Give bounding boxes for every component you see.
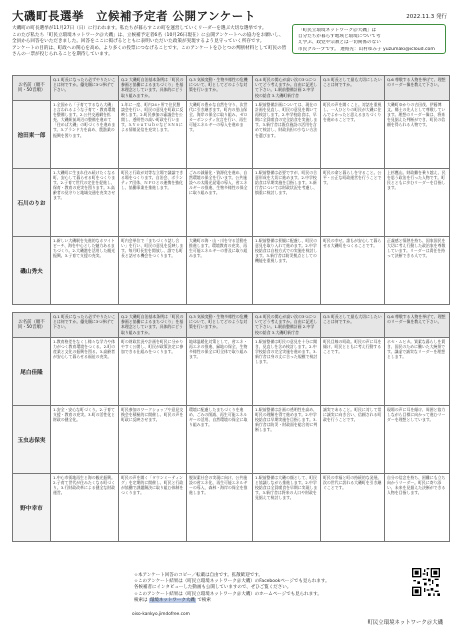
candidate-answer: 1.駅前整備は町民の意見を十分に聞き、見直しを含め検討します。2.中学校給食の完全実施を進めます。3.新庁舎は身の丈に合った規模で検討します。 <box>253 338 321 406</box>
footer-note: ☆本アンケート回答のコピー／転載は自由です。拡散歓迎です。 <box>134 573 263 578</box>
intro-paragraph: このたび私たち「町民立環境ネットワーク＠大磯」は、立候補予定者6名（10月26日現在）に公開アンケートへの協力をお願いし、全員から回答をいただきました。回答をここに掲げるとともに表明いただいた政策が実現するよう見守っていく所存です。 <box>12 32 284 45</box>
search-keyword: 環境ネットワーク大磯 <box>149 597 195 603</box>
candidate-answer: 大磯町ゆかりの吉田茂、伊藤博文。郷土の先人として尊敬しています。理想のリーダー像は、将来を見据えた判断ができ、町民の信頼を得られる人物です。 <box>385 101 450 169</box>
candidate-answer: 上杉鷹山。財政難を乗り越え、民を思う政治を行った人物です。町民とともに歩むリーダーを目指します。 <box>385 169 450 237</box>
page-title: 大磯町長選挙 立候補予定者 公開アンケート <box>12 9 256 23</box>
organization-info-box <box>292 24 446 54</box>
org-description-line: 自分たちが暮らす地域と環境について考 <box>298 34 381 40</box>
candidate-answer: 大磯町の豊かな自然を守り、次世代に引き継ぎます。町内の里山保全、海岸の保全に取り組み、ゼロカーボンシティ宣言を行い、再生可能エネルギーの導入を進めます。 <box>187 101 253 169</box>
candidate-answer: 町民目線の町政。町民の声に耳を傾け、町民とともに考え行動することです。 <box>321 338 385 406</box>
org-description-line: 市民グループです。 <box>298 46 339 52</box>
candidate-answer: 1.安全・安心な町づくり。2.子育て支援・教育の充実。3.町の活性化と財政の健全化。 <box>51 406 119 474</box>
candidate-answer: 現場の声に耳を傾け、周囲と協力しながら目標に向かって進むリーダーを理想としています。 <box>385 406 450 474</box>
org-description-line: 「町民立環境ネットワーク＠大磯」は <box>298 28 377 33</box>
candidate-answer: 誠実であること。町民に対して常に誠実に向き合い、信頼される町政を行うことです。 <box>321 406 385 474</box>
candidate-answer: 環境に配慮したまちづくりを進め、ごみの削減、再生可能エネルギーの活用、自然環境の保全に取り組みます。 <box>187 406 253 474</box>
candidate-answer: 1.駅前整備計画については、現在の計画を見直し、町民の意見を聞いて再検討します。2.中学校給食は、早期に全員喫食の完全給食を実施します。3.新庁舎は既存施設の活用を含めて検討し、財政負担の少ない方法を選びます。 <box>253 101 321 169</box>
candidate-answer: 1.年に一度、町内24ヶ所で住民懇談会を行い、町民の意見を町政に反映します。2.町民参加の審議会を公開し、透明性の高い町政を行います。3.ＹｏｕＴｕｂｅなどＳＮＳによる情報発信を充実します。 <box>119 101 187 169</box>
question-header: Q.3 気候変動・生物多様性の危機について、町としてどのような対策を行いますか。 <box>187 76 253 101</box>
candidate-answer: ごみの減量化・資源化を進め、自然環境の保全を行います。公共施設への太陽光発電の導入、省エネルギーの推進、生物多様性の保全に取り組みます。 <box>187 169 253 237</box>
question-header: Q.1 町長になったら必ずやりたいことは何ですか。優先順に3つ挙げて下さい。 <box>51 76 119 101</box>
candidate-answer: 町民の声を聞くこと。対話を重視し、一人ひとりの町民が大磯に住んでよかったと思えるまちづくりを進めることです。 <box>321 101 385 169</box>
candidate-answer: 町民参加のワークショップや意見交換会を積極的に開催し、町民の声を町政に反映させます。 <box>119 406 187 474</box>
candidate-name: 磯山秀夫 <box>13 237 51 305</box>
candidate-answer: 自分の信念を持ち、困難にも立ち向かうリーダー。町民に寄り添い、未来を見据えた決断ができる人物を目指します。 <box>385 474 450 542</box>
question-header: Q.2 大磯町自治基本条例は「町民の参画と協働によるまちづくり」を基本理念としています。具体的にどう取り組みますか。 <box>119 76 187 101</box>
intro-paragraph: 大磯町の町長選挙が11月27日（日）に行われます。私たちが暮らすこの町を運営していくリーダーを選ぶ大切な選挙です。 <box>12 26 267 31</box>
candidate-row <box>13 237 450 305</box>
candidate-name: 尾白佳隆 <box>13 338 51 406</box>
candidate-answer: 町民の声を聞く「タウンミーティング」を定期的に開催し、町民と行政が協働で課題解決に取り組む体制をつくります。 <box>119 474 187 542</box>
qr-code-icon[interactable] <box>412 568 440 596</box>
website-url[interactable]: oiso-kankyo.jimdofree.com <box>132 612 190 617</box>
issue-date: 2022.11.3 発行 <box>406 14 447 20</box>
candidate-answer: 町民の幸福と町の持続的な発展。次の世代に誇れる大磯町を引き継ぐことです。 <box>321 474 385 542</box>
candidate-name: 野中幸市 <box>13 474 51 542</box>
candidate-answer: 町内会単位で「まちづくり話し合い」を行い、町民の意見を反映します。毎月町長室を開放し、誰でも町長と話せる機会をつくります。 <box>119 237 187 305</box>
intro-paragraph: アンケートの目的は、町政への関心を高め、より多くの投票につなげることです。このアンケートをひとつの判断材料として町民の皆さんの一票が投じられることを期待しています。 <box>12 45 287 58</box>
candidate-answer: 1.駅前整備は必要ですが、町民の合意形成を大切に進めます。2.中学校給食は早期実施を目指します。3.新庁舎については財政状況を考慮し、慎重に検討します。 <box>253 169 321 237</box>
org-contact-line <box>298 47 441 53</box>
question-header: Q.2 大磯町自治基本条例は「町民の参画と協働によるまちづくり」を基本理念としています。具体的にどう取り組みますか。 <box>119 313 187 338</box>
question-header: Q.3 気候変動・生物多様性の危機について、町としてどのような対策を行いますか。 <box>187 313 253 338</box>
question-header: Q.5 町長として最も大切にしたいことは何ですか。 <box>321 76 385 101</box>
name-column-header: お名前（順不同・50音順） <box>13 313 51 338</box>
footer-note: 各候補者にインタビューした動画も公開していますので、ぜひご覧ください。 <box>134 585 292 591</box>
candidate-row <box>13 338 450 406</box>
candidate-answer: 正義感と情熱を持ち、国家国民を大切に考え行動した政治家を尊敬しています。リーダーは責任を持って決断できる人です。 <box>385 237 450 305</box>
candidate-answer: 1.教育格差をなくし様々な学力や体力がつく教育環境をつくる。2.町の産業と文化の振興を図る。3.高齢者が安心して暮らせる福祉の充実。 <box>51 338 119 406</box>
contact-name: 連絡先：山村ゆみ子 <box>340 46 382 52</box>
footer-search-hint: 検索は 環境ネットワーク大磯 で検索 <box>134 597 211 603</box>
intro-text <box>12 26 288 59</box>
candidate-answer: 1.中心市街地再生と海の観光振興。2.子育て世代が住みたくなる町づくり。3.行財政改革による健全な財政運営。 <box>51 474 119 542</box>
question-header: Q.6 尊敬する人物を挙げて、理想のリーダー像を教えて下さい。 <box>385 313 450 338</box>
candidate-answer: 大磯町の海・山・川を守る活動を推進します。環境教育の充実、再生可能エネルギーの普及に取り組みます。 <box>187 237 253 305</box>
candidate-row <box>13 101 450 169</box>
candidate-name: 玉虫志保実 <box>13 406 51 474</box>
question-header: Q.4 町民の関心が高い次の3つについてどう考えますか。自由に記述して下さい。1.駅前整備計画 2.中学校の給食 3.大磯町新庁舎 <box>253 76 321 101</box>
footer-note: ☆このアンケート結果は（町民立環境ネットワーク＠大磯）のホームページでも見られます。 <box>134 591 322 597</box>
candidate-answer: 町の財政状況や計画を町民に分かりやすく公開し、町民が政策決定に参加できる仕組みをつくります。 <box>119 338 187 406</box>
candidate-answer: 町民と行政が対等な立場で議論できる場をつくります。自治会、ボランティア団体、ＮＰＯとの連携を強化し、協働事業を推進します。 <box>119 169 187 237</box>
question-header: Q.4 町民の関心が高い次の3つについてどう考えますか。自由に記述して下さい。1.駅前整備計画 2.中学校の給食 3.大磯町新庁舎 <box>253 313 321 338</box>
candidate-answer: 1.駅前整備は景観に配慮し、町民の意見を取り入れて進めます。2.中学校給食は自校方式での実施を検討します。3.新庁舎は防災拠点としての機能を重視します。 <box>253 237 321 305</box>
candidate-answer: 1.大磯町に生まれ住み続けたくなる町、安心して暮らせる町をつくります。2.子育て世代の定住を促進し、保育・教育の充実を図ります。3.高齢者の見守りと地域交通を充実させます。 <box>51 169 119 237</box>
candidate-answer: 1.駅前整備は計画の透明性を高め、町民の理解を得て進めます。2.中学校給食は早期実施を目指します。3.新庁舎は防災・財政面を総合的に判断します。 <box>253 406 321 474</box>
name-column-header: お名前（順不同・50音順） <box>13 76 51 101</box>
candidate-answer: 町民の幸せ。誰もが安心して暮らせる大磯町をつくることです。 <box>321 237 385 305</box>
candidate-row <box>13 169 450 237</box>
candidate-row <box>13 406 450 474</box>
candidate-answer: 1.駅前整備は大磯の顔として、町民と協議しながら推進します。2.中学校給食は全員喫食を早期に実現します。3.新庁舎は将来の人口や財政を見据えて検討します。 <box>253 474 321 542</box>
candidate-row <box>13 474 450 542</box>
survey-table-1 <box>12 75 450 305</box>
candidate-answer: 地球温暖化対策として、省エネ・再エネの推進、緑地の保全、生物多様性の保全に町全体で取り組みます。 <box>187 338 253 406</box>
org-description-line: え学ぶ、政党や宗教とは一切関係のない <box>298 40 381 46</box>
candidate-answer: ホセ・ムヒカ。質素な暮らしを貫き、国民のために働いた大統領です。謙虚で誠実なリーダーを理想とします。 <box>385 338 450 406</box>
candidate-answer: 町民の命と暮らしを守ること。公平・公正な町政運営を行うことです。 <box>321 169 385 237</box>
survey-table-2 <box>12 312 450 542</box>
table-header-row <box>13 313 450 338</box>
question-header: Q.5 町長として最も大切にしたいことは何ですか。 <box>321 313 385 338</box>
candidate-name: 池田東一郎 <box>13 101 51 169</box>
candidate-answer: 脱炭素社会の実現に向け、公共施設の省エネ化、再生可能エネルギーの導入、森林・海岸の保全を推進します。 <box>187 474 253 542</box>
organization-signature: 町民立環境ネットワーク＠大磯 <box>367 620 443 626</box>
question-header: Q.1 町長になったら必ずやりたいことは何ですか。優先順に3つ挙げて下さい。 <box>51 313 119 338</box>
footer-notes <box>134 573 394 604</box>
candidate-answer: 1.新しい大磯駅を先進的なホワイトビーチ、海を中心とした魅力あるまちづくり。2.大磯港を活用した観光振興。3.子育て支援の充実。 <box>51 237 119 305</box>
candidate-answer: 1.全国から「子育てするなら大磯」と言われるような子育て・教育環境を整備します。2.公共交通網を拡充、大磯駅前周辺の整備を進めて「住めば大磯」の町づくりを進めます。3.ブランド力を高め、農漁業の振興を図ります。 <box>51 101 119 169</box>
question-header: Q.6 尊敬する人物を挙げて、理想のリーダー像を教えて下さい。 <box>385 76 450 101</box>
table-header-row <box>13 76 450 101</box>
contact-email[interactable]: yuzumaki@icloud.com <box>383 46 435 52</box>
candidate-name: 石川のりお <box>13 169 51 237</box>
footer-note: ☆このアンケート結果は（町民立環境ネットワーク＠大磯）のFacebookページでも見られます。 <box>134 579 330 585</box>
